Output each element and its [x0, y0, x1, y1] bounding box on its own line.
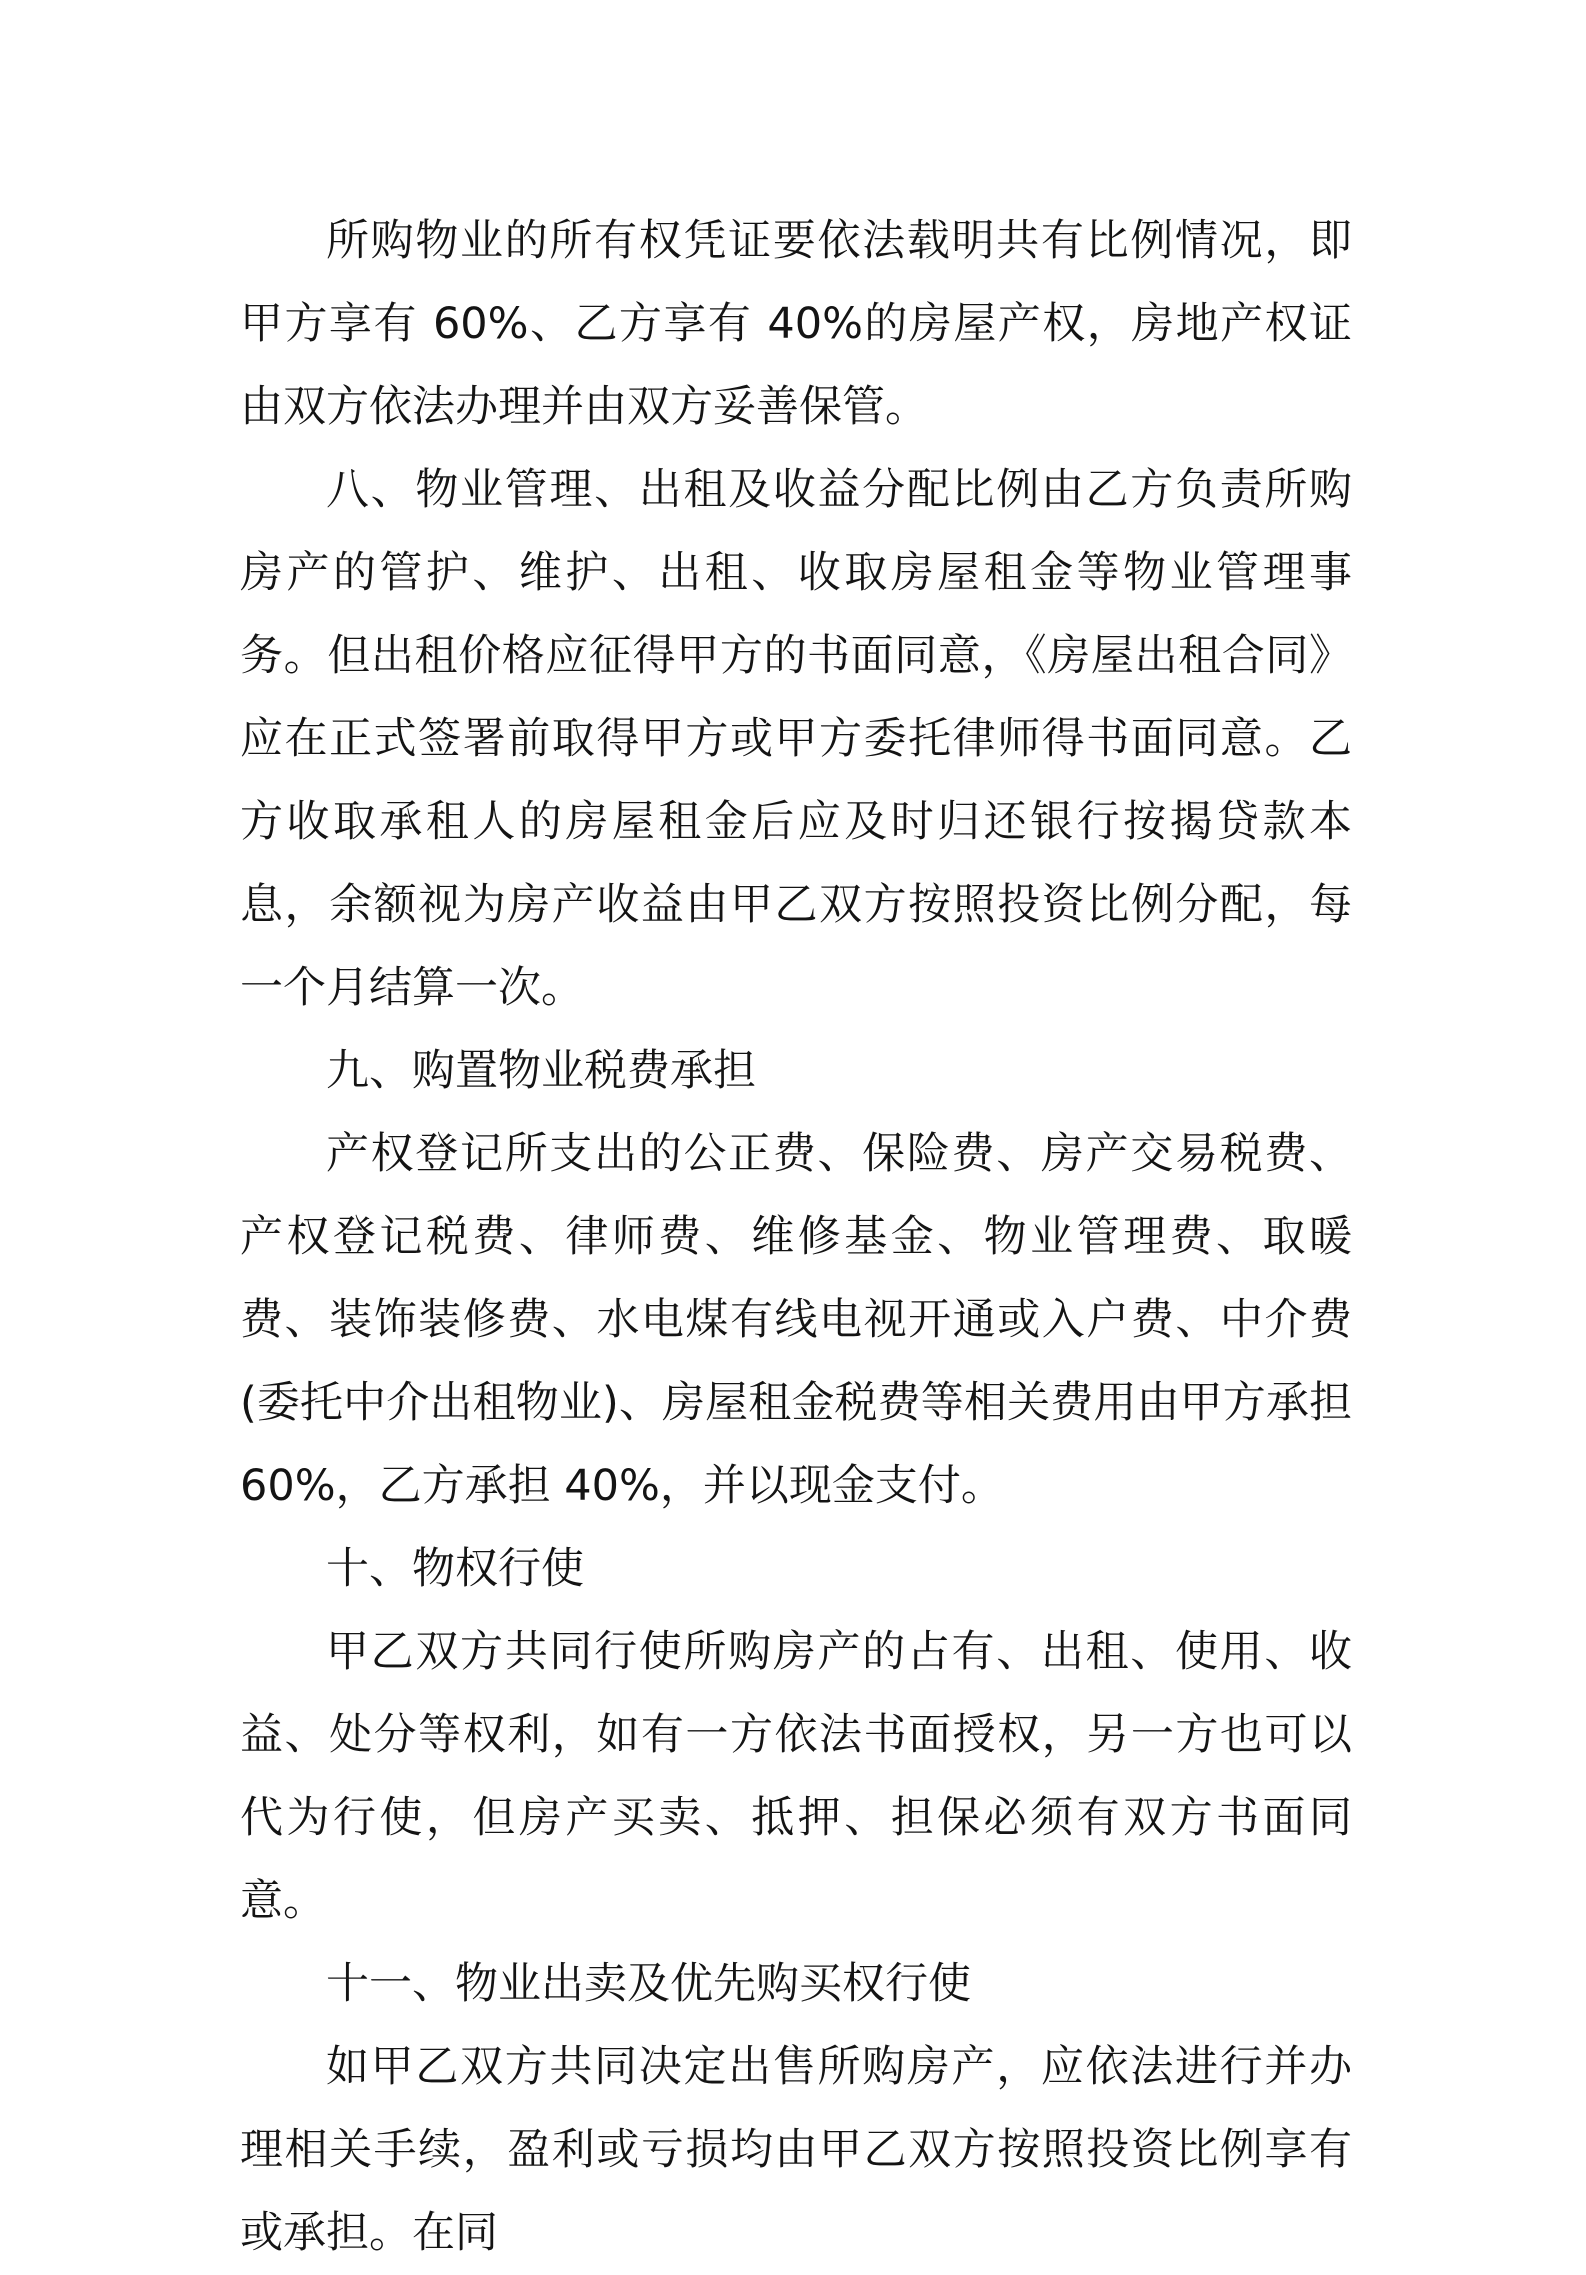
- paragraph-tax-burden: 产权登记所支出的公正费、保险费、房产交易税费、产权登记税费、律师费、维修基金、物业管理费、取暖费、装饰装修费、水电煤有线电视开通或入户费、中介费(委托中介出租物业)、房屋租金税费等相关费用由甲方承担 60%，乙方承担 40%，并以现金支付。: [240, 1129, 1352, 1511]
- heading-property-rights: 十、物权行使: [326, 1544, 584, 1594]
- paragraph-property-rights: 甲乙双方共同行使所购房产的占有、出租、使用、收益、处分等权利，如有一方依法书面授权，另一方也可以代为行使，但房产买卖、抵押、担保必须有双方书面同意。: [240, 1627, 1352, 1926]
- paragraph-property-management: 八、物业管理、出租及收益分配比例由乙方负责所购房产的管护、维护、出租、收取房屋租金等物业管理事务。但出租价格应征得甲方的书面同意，《房屋出租合同》应在正式签署前取得甲方或甲方委托律师得书面同意。乙方收取承租人的房屋租金后应及时归还银行按揭贷款本息，余额视为房产收益由甲乙双方按照投资比例分配，每一个月结算一次。: [240, 465, 1352, 1013]
- heading-sale-preemption: 十一、物业出卖及优先购买权行使: [326, 1959, 971, 2009]
- paragraph-ownership-certificate: 所购物业的所有权凭证要依法载明共有比例情况，即甲方享有 60%、乙方享有 40%的房屋产权，房地产权证由双方依法办理并由双方妥善保管。: [240, 216, 1352, 432]
- paragraph-sale-preemption: 如甲乙双方共同决定出售所购房产，应依法进行并办理相关手续，盈利或亏损均由甲乙双方按照投资比例享有或承担。在同: [240, 2042, 1352, 2258]
- document-body: [240, 200, 1352, 2275]
- heading-tax-burden: 九、购置物业税费承担: [326, 1046, 756, 1096]
